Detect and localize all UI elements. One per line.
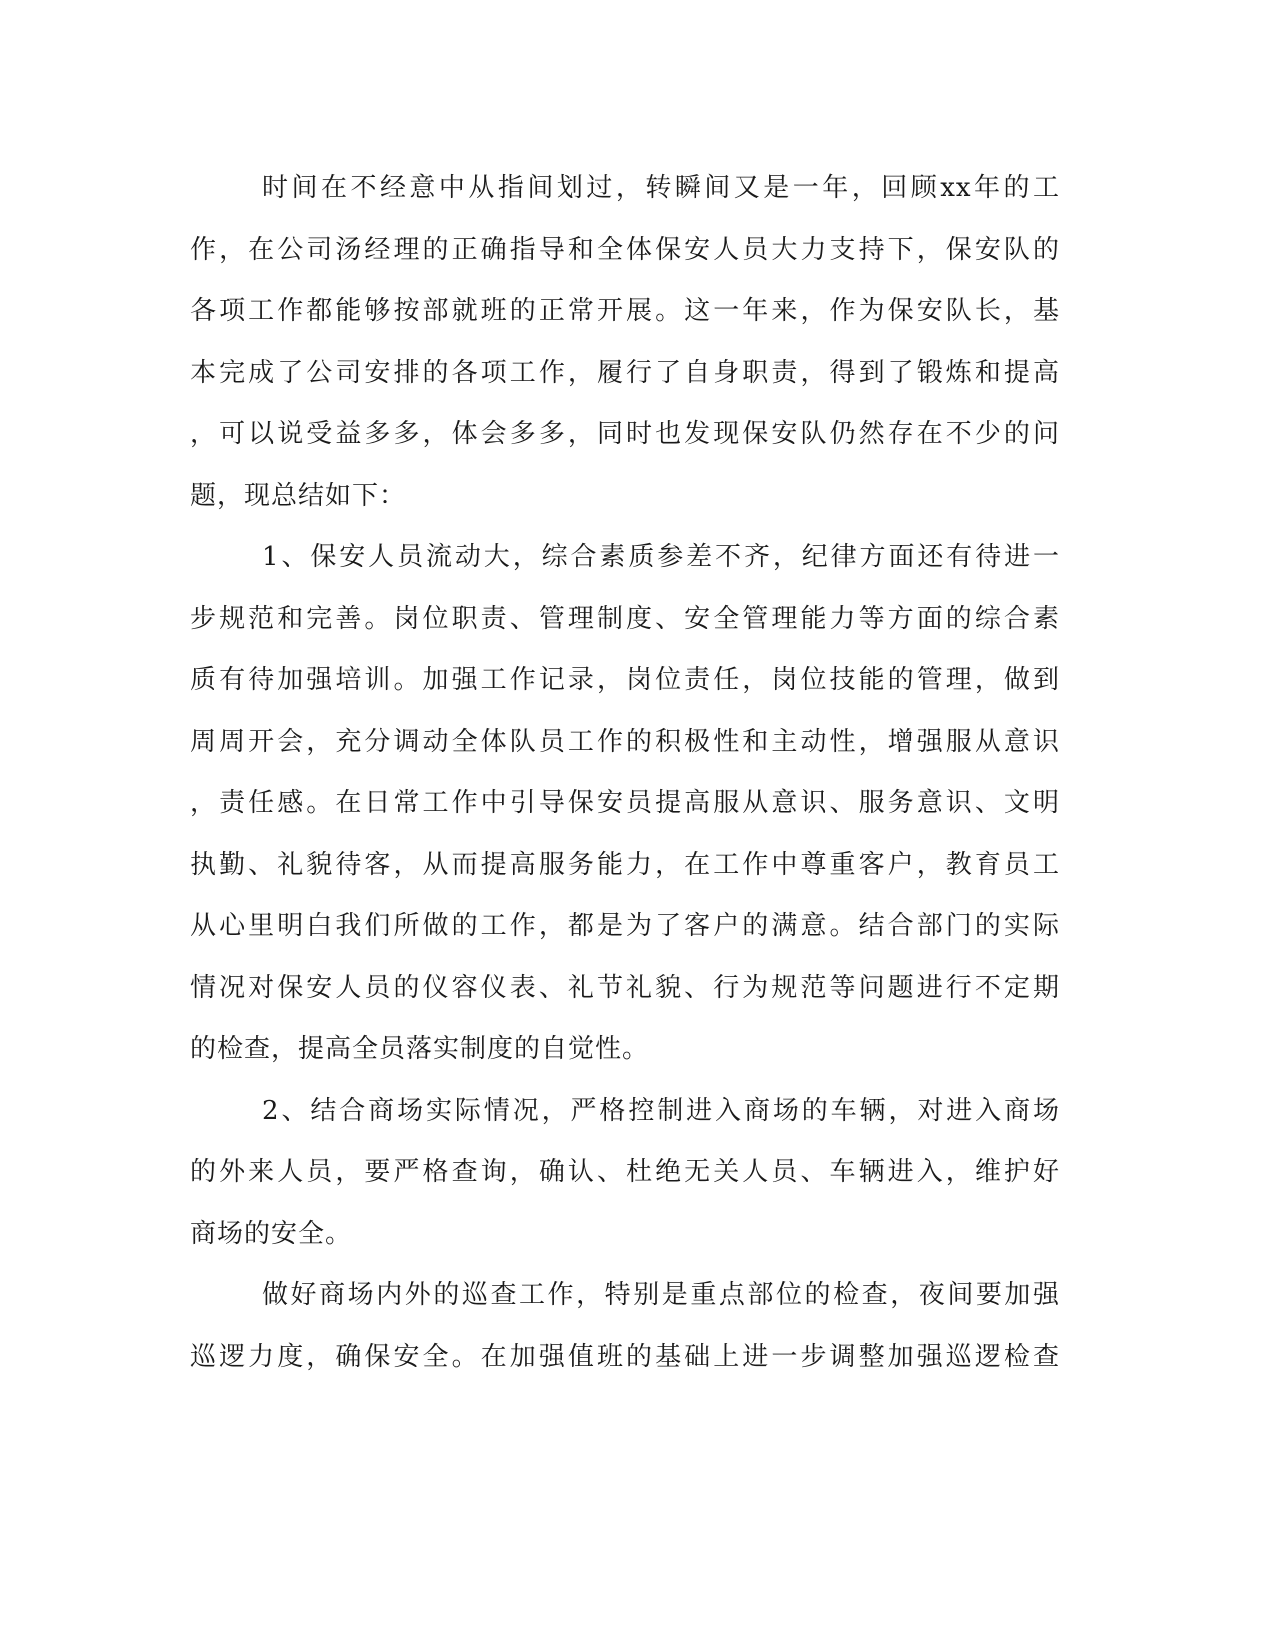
- paragraph-3-line-3: 商场的安全。: [190, 1218, 353, 1249]
- paragraph-1-line-2: 作，在公司汤经理的正确指导和全体保安人员大力支持下，保安队的: [190, 234, 1060, 265]
- paragraph-4-line-2: 巡逻力度，确保安全。在加强值班的基础上进一步调整加强巡逻检查: [190, 1341, 1060, 1372]
- paragraph-2-line-8: 情况对保安人员的仪容仪表、礼节礼貌、行为规范等问题进行不定期: [190, 972, 1060, 1003]
- paragraph-3-line-1: 2、结合商场实际情况，严格控制进入商场的车辆，对进入商场: [262, 1095, 1060, 1126]
- paragraph-1-line-3: 各项工作都能够按部就班的正常开展。这一年来，作为保安队长，基: [190, 296, 1060, 326]
- paragraph-2-line-6: 执勤、礼貌待客，从而提高服务能力，在工作中尊重客户，教育员工: [190, 849, 1060, 880]
- paragraph-2-line-5: ，责任感。在日常工作中引导保安员提高服从意识、服务意识、文明: [190, 788, 1060, 818]
- paragraph-1-line-5: ，可以说受益多多，体会多多，同时也发现保安队仍然存在不少的问: [190, 419, 1060, 449]
- document-body: [190, 158, 1060, 1388]
- paragraph-2-line-4: 周周开会，充分调动全体队员工作的积极性和主动性，增强服从意识: [190, 726, 1060, 757]
- paragraph-1-line-4: 本完成了公司安排的各项工作，履行了自身职责，得到了锻炼和提高: [190, 357, 1060, 388]
- paragraph-3-line-2: 的外来人员，要严格查询，确认、杜绝无关人员、车辆进入，维护好: [190, 1157, 1060, 1187]
- paragraph-1-line-1: 时间在不经意中从指间划过，转瞬间又是一年，回顾xx年的工: [262, 173, 1060, 203]
- paragraph-2-line-7: 从心里明白我们所做的工作，都是为了客户的满意。结合部门的实际: [190, 911, 1060, 941]
- paragraph-2-line-9: 的检查，提高全员落实制度的自觉性。: [190, 1034, 650, 1064]
- paragraph-1-line-6: 题，现总结如下：: [190, 480, 407, 511]
- paragraph-2-line-1: 1、保安人员流动大，综合素质参差不齐，纪律方面还有待进一: [262, 542, 1060, 572]
- paragraph-2-line-3: 质有待加强培训。加强工作记录，岗位责任，岗位技能的管理，做到: [190, 665, 1060, 695]
- paragraph-2-line-2: 步规范和完善。岗位职责、管理制度、安全管理能力等方面的综合素: [190, 603, 1060, 634]
- paragraph-4-line-1: 做好商场内外的巡查工作，特别是重点部位的检查，夜间要加强: [262, 1280, 1060, 1310]
